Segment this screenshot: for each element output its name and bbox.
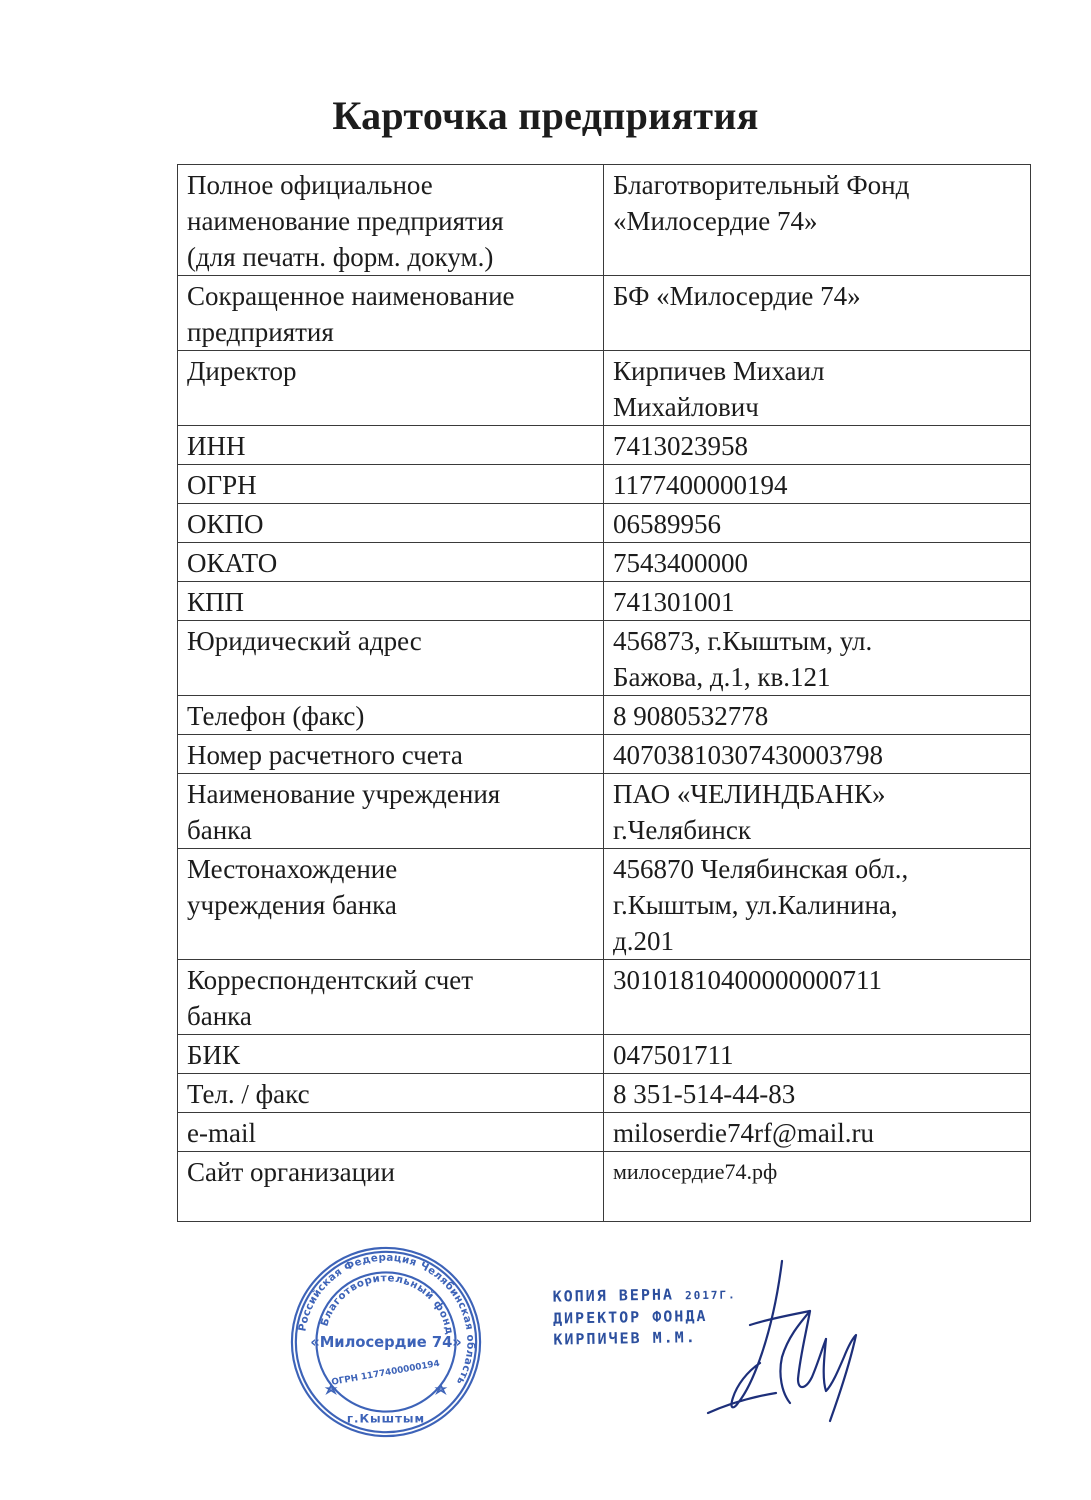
table-row — [178, 426, 1031, 465]
row-value: 7413023958 — [604, 426, 1031, 465]
table-row — [178, 621, 1031, 696]
row-label: ОКАТО — [178, 543, 604, 582]
director-signature — [690, 1253, 890, 1453]
table-row — [178, 849, 1031, 960]
row-label: Сайт организации — [178, 1152, 604, 1222]
row-value: Благотворительный Фонд «Милосердие 74» — [604, 165, 1031, 276]
copy-year: 2017Г. — [684, 1288, 737, 1303]
row-value: 8 9080532778 — [604, 696, 1031, 735]
row-value: 1177400000194 — [604, 465, 1031, 504]
row-value: ПАО «ЧЕЛИНДБАНК» г.Челябинск — [604, 774, 1031, 849]
row-value: miloserdie74rf@mail.ru — [604, 1113, 1031, 1152]
table-row — [178, 543, 1031, 582]
row-value: 456870 Челябинская обл., г.Кыштым, ул.Калинина, д.201 — [604, 849, 1031, 960]
row-value: 06589956 — [604, 504, 1031, 543]
row-label: Тел. / факс — [178, 1074, 604, 1113]
stamp-inner-text: Благотворительный фонд — [318, 1272, 456, 1336]
row-label: Местонахождение учреждения банка — [178, 849, 604, 960]
stamp-outer-text: Российская Федерация Челябинская область — [296, 1251, 477, 1387]
table-row — [178, 735, 1031, 774]
row-value: 7543400000 — [604, 543, 1031, 582]
row-value: 456873, г.Кыштым, ул. Бажова, д.1, кв.121 — [604, 621, 1031, 696]
stamp-center-text: «Милосердие 74» — [310, 1333, 462, 1351]
table-row — [178, 960, 1031, 1035]
company-card-table — [177, 164, 1031, 1222]
row-label: Полное официальное наименование предприятия (для печатн. форм. докум.) — [178, 165, 604, 276]
table-row — [178, 582, 1031, 621]
row-value: 30101810400000000711 — [604, 960, 1031, 1035]
row-label: Телефон (факс) — [178, 696, 604, 735]
stamp-star-icon — [327, 1385, 445, 1393]
row-label: Сокращенное наименование предприятия — [178, 276, 604, 351]
page-title: Карточка предприятия — [332, 93, 759, 138]
stamp-city-text: г.Кыштым — [346, 1411, 426, 1426]
table-row — [178, 1035, 1031, 1074]
row-label: Корреспондентский счет банка — [178, 960, 604, 1035]
row-value: 8 351-514-44-83 — [604, 1074, 1031, 1113]
table-row — [178, 774, 1031, 849]
row-label: ОКПО — [178, 504, 604, 543]
row-label: КПП — [178, 582, 604, 621]
copy-line-2: ДИРЕКТОР ФОНДА — [552, 1306, 708, 1328]
row-value: 047501711 — [604, 1035, 1031, 1074]
table-row — [178, 1074, 1031, 1113]
row-label: Наименование учреждения банка — [178, 774, 604, 849]
row-value: Кирпичев Михаил Михайлович — [604, 351, 1031, 426]
row-label: ИНН — [178, 426, 604, 465]
table-row — [178, 1113, 1031, 1152]
table-row — [178, 696, 1031, 735]
copy-line-1: КОПИЯ ВЕРНА — [552, 1285, 675, 1306]
table-row — [178, 276, 1031, 351]
svg-text:Благотворительный фонд — [318, 1272, 455, 1336]
row-value: 741301001 — [604, 582, 1031, 621]
copy-line-3: КИРПИЧЕВ М.М. — [553, 1328, 697, 1349]
table-row — [178, 465, 1031, 504]
organization-stamp — [288, 1244, 484, 1440]
row-label: Номер расчетного счета — [178, 735, 604, 774]
row-value: БФ «Милосердие 74» — [604, 276, 1031, 351]
row-value: милосердие74.рф — [604, 1152, 1031, 1222]
row-label: Юридический адрес — [178, 621, 604, 696]
table-row — [178, 1152, 1031, 1222]
row-label: e-mail — [178, 1113, 604, 1152]
table-row — [178, 165, 1031, 276]
stamp-ogrn-text: ОГРН 1177400000194 — [330, 1358, 441, 1388]
row-label: Директор — [178, 351, 604, 426]
table-row — [178, 504, 1031, 543]
row-label: БИК — [178, 1035, 604, 1074]
row-value: 40703810307430003798 — [604, 735, 1031, 774]
row-label: ОГРН — [178, 465, 604, 504]
table-row — [178, 351, 1031, 426]
